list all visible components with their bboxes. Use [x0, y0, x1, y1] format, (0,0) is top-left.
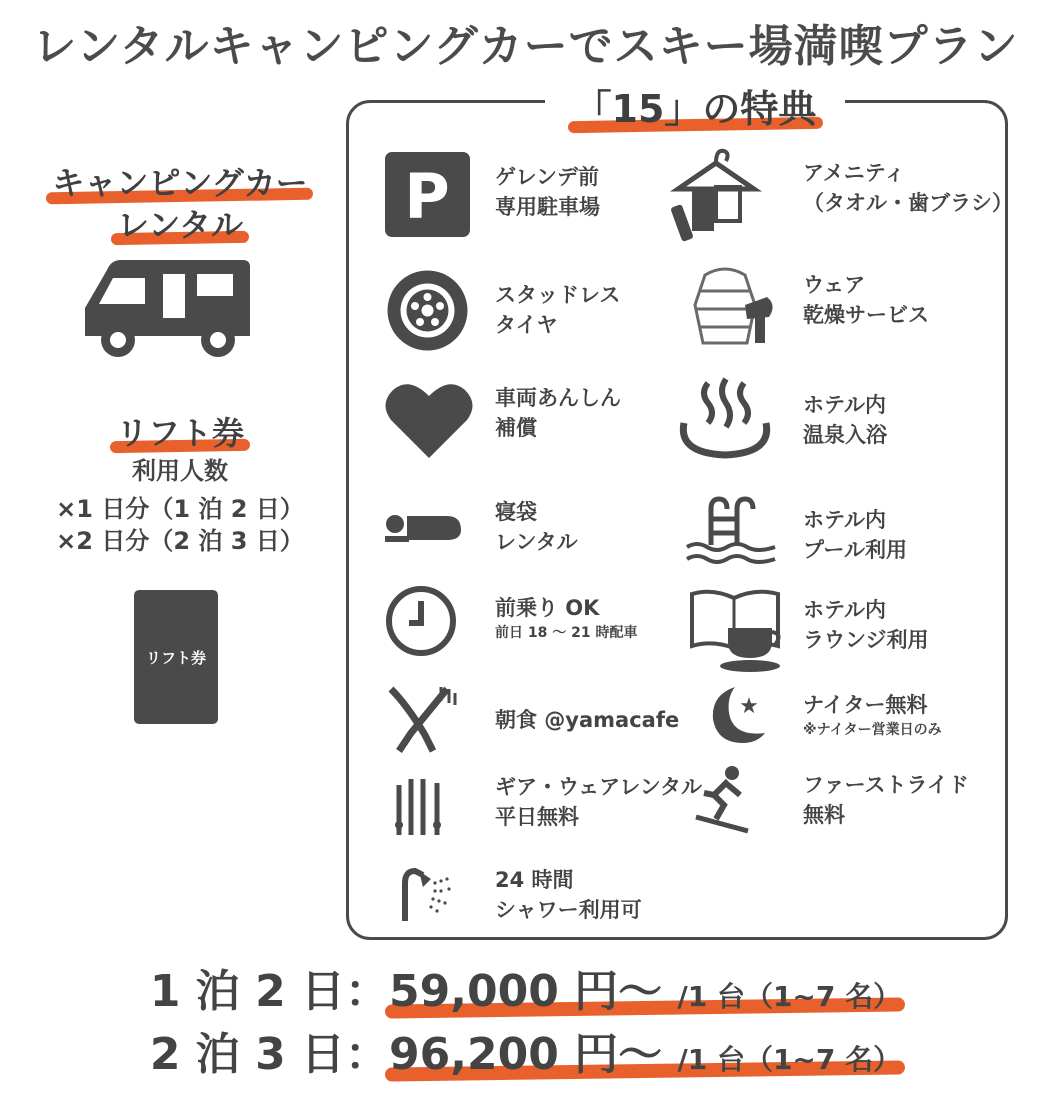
heart-icon	[385, 380, 473, 458]
lift-line1: 利用人数	[132, 457, 228, 485]
benefit-gear-rental	[495, 772, 702, 832]
lift-line2: ×1 日分（1 泊 2 日）	[56, 495, 304, 523]
benefit-amenity	[803, 158, 1013, 218]
benefit-line: 車両あんしん	[495, 386, 621, 410]
camper-title-line2: レンタル	[117, 206, 243, 244]
benefit-note: 前日 18 〜 21 時配車	[495, 625, 638, 641]
price-amount: 96,200 円〜	[389, 1029, 663, 1080]
gear-rental-icon	[393, 775, 445, 837]
lift-title	[40, 412, 320, 454]
benefit-line: 24 時間	[495, 868, 574, 892]
benefit-line: 朝食 @yamacafe	[495, 708, 680, 732]
night-ski-icon	[705, 685, 767, 747]
benefit-studless-tire	[495, 280, 620, 340]
benefit-line: 専用駐車場	[495, 195, 600, 219]
benefit-line: ラウンジ利用	[803, 628, 929, 652]
benefit-line: プール利用	[803, 538, 907, 562]
benefits-title	[545, 78, 845, 133]
benefit-line: 乾燥サービス	[803, 303, 929, 327]
parking-icon	[385, 152, 470, 237]
benefit-line: 無料	[803, 803, 845, 827]
benefit-line: シャワー利用可	[495, 898, 642, 922]
benefit-note: ※ナイター営業日のみ	[803, 722, 942, 738]
benefit-line: 平日無料	[495, 805, 579, 829]
price-row-2n3d	[0, 1018, 1051, 1082]
benefit-hot-spring	[803, 390, 887, 450]
benefit-line: ファーストライド	[803, 773, 969, 797]
clock-icon	[385, 585, 457, 657]
amenity-icon	[670, 145, 762, 245]
benefit-line: レンタル	[495, 530, 578, 554]
benefit-line: ナイター無料	[803, 693, 928, 717]
wear-dry-icon	[685, 265, 780, 353]
benefit-line: ギア・ウェアレンタル	[495, 775, 702, 799]
benefit-parking	[495, 162, 600, 222]
benefit-early-pickup	[495, 593, 637, 643]
hot-spring-icon	[678, 375, 773, 460]
price-label: 2 泊 3 日：	[149, 1029, 390, 1080]
benefit-line: （タオル・歯ブラシ）	[803, 191, 1013, 215]
benefits-title-text: 「15」の特典	[574, 78, 817, 133]
benefit-shower	[495, 865, 642, 925]
lounge-icon	[688, 588, 788, 674]
shower-icon	[395, 865, 459, 925]
breakfast-icon	[385, 685, 457, 757]
benefit-line: 温泉入浴	[803, 423, 887, 447]
benefit-sleeping-bag	[495, 497, 578, 557]
camper-title-line1: キャンピングカー	[52, 164, 308, 202]
price-unit: /1 台（1~7 名）	[677, 1043, 902, 1076]
benefit-line: 前乗り OK	[495, 596, 600, 620]
benefit-night-ski	[803, 690, 942, 740]
studless-tire-icon	[385, 268, 470, 353]
price-amount: 59,000 円〜	[389, 966, 663, 1017]
lift-details	[10, 455, 350, 557]
benefit-wear-dry	[803, 270, 929, 330]
camper-van-icon	[85, 260, 250, 360]
page-title: レンタルキャンピングカーでスキー場満喫プラン	[32, 21, 1019, 72]
benefit-line: アメニティ	[803, 161, 906, 185]
benefit-line: ゲレンデ前	[495, 165, 600, 189]
benefit-line: 寝袋	[495, 500, 537, 524]
benefit-line: 補償	[495, 416, 537, 440]
lift-ticket-label: リフト券	[145, 648, 206, 667]
lift-line3: ×2 日分（2 泊 3 日）	[56, 527, 304, 555]
benefit-breakfast	[495, 705, 679, 735]
benefit-line: ホテル内	[803, 508, 886, 532]
benefit-line: ホテル内	[803, 598, 886, 622]
benefit-line: タイヤ	[495, 313, 558, 337]
benefit-first-ride	[803, 770, 969, 830]
price-label: 1 泊 2 日：	[149, 966, 390, 1017]
benefit-line: スタッドレス	[495, 283, 621, 307]
svg-text:P: P	[404, 160, 450, 233]
lift-ticket-icon	[134, 590, 218, 724]
svg-text:★: ★	[739, 694, 759, 719]
price-row-1n2d	[0, 955, 1051, 1019]
benefit-pool	[803, 505, 907, 565]
price-unit: /1 台（1~7 名）	[677, 980, 902, 1013]
benefit-insurance	[495, 383, 621, 443]
pool-icon	[685, 495, 777, 565]
lift-title-text: リフト券	[115, 414, 244, 452]
benefit-line: ホテル内	[803, 393, 886, 417]
benefit-lounge	[803, 595, 928, 655]
sleeping-bag-icon	[385, 510, 463, 544]
camper-title	[40, 162, 320, 246]
benefit-line: ウェア	[803, 273, 866, 297]
